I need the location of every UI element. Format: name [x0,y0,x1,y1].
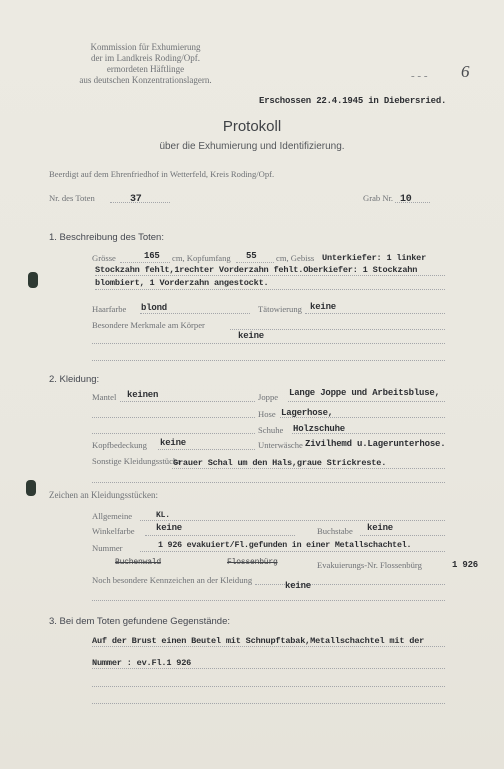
gebiss-value-2: Stockzahn fehlt,1rechter Vorderzahn fehlt.Oberkiefer: 1 Stockzahn [95,265,418,275]
hose-value: Lagerhose, [281,408,334,418]
place-date: Erschossen 22.4.1945 in Diebersried. [259,96,447,106]
section-3-line-2: Nummer : ev.Fl.1 926 [92,658,192,668]
section-1-heading: 1. Beschreibung des Toten: [49,232,164,243]
unterwaesche-label: Unterwäsche [258,440,303,450]
hose-label: Hose [258,409,276,419]
kopfumfang-value: 55 [246,251,257,261]
sonstige-value: Grauer Schal um den Hals,graue Strickreste. [173,458,387,468]
nummer-label: Nummer [92,543,123,553]
allgemeine-label: Allgemeine [92,511,133,521]
punch-hole-top [28,272,38,288]
section-3-line-1: Auf der Brust einen Beutel mit Schnupftabak,Metallschachtel mit der [92,636,425,646]
marks-heading: Zeichen an Kleidungsstücken: [49,490,158,500]
noch-label: Noch besondere Kennzeichen an der Kleidung [92,575,253,585]
buchenwald-label: Buchenwald [115,558,162,567]
mantel-value: keinen [127,390,159,400]
cm-gebiss-label: cm, Gebiss [276,253,315,263]
section-2-heading: 2. Kleidung: [49,374,100,385]
stamp-dashes: - - - [411,70,428,82]
commission-header [58,42,233,86]
winkelfarbe-value: keine [156,523,183,533]
punch-hole-bottom [26,480,36,496]
kopfbedeckung-label: Kopfbedeckung [92,440,147,450]
haarfarbe-label: Haarfarbe [92,304,127,314]
evakuierung-value: 1 926 [452,560,479,570]
evakuierung-label: Evakuierungs-Nr. Flossenbürg [317,560,422,570]
commission-line-3: ermordeten Häftlinge [106,64,185,74]
page-number: 6 [461,62,470,81]
groesse-value: 165 [144,251,160,261]
burial-line: Beerdigt auf dem Ehrenfriedhof in Wetterfeld, Kreis Roding/Opf. [49,169,275,179]
buchstabe-label: Buchstabe [317,526,353,536]
grave-number-label: Grab Nr. [363,193,394,203]
haarfarbe-value: blond [141,303,168,313]
taetowierung-value: keine [310,302,337,312]
dead-number-label: Nr. des Toten [49,193,95,203]
taetowierung-label: Tätowierung [258,304,302,314]
merkmale-value: keine [238,331,265,341]
document-subtitle: über die Exhumierung und Identifizierung. [159,141,345,152]
unterwaesche-value: Zivilhemd u.Lagerunterhose. [305,439,446,449]
joppe-value: Lange Joppe und Arbeitsbluse, [289,388,440,398]
joppe-label: Joppe [258,392,279,402]
schuhe-value: Holzschuhe [293,424,346,434]
winkelfarbe-label: Winkelfarbe [92,526,135,536]
noch-value: keine [285,581,312,591]
buchstabe-value: keine [367,523,394,533]
sonstige-label: Sonstige Kleidungsstücke [92,456,182,466]
document-title: Protokoll [222,118,282,135]
grave-number-value: 10 [400,194,412,205]
nummer-value: 1 926 evakuiert/Fl.gefunden in einer Metallschachtel. [158,541,412,550]
gebiss-value-3: blombiert, 1 Vorderzahn angestockt. [95,278,269,288]
dead-number-value: 37 [130,194,142,205]
flossenbuerg-label: Flossenbürg [227,558,278,567]
gebiss-value-1: Unterkiefer: 1 linker [322,253,427,263]
kopfbedeckung-value: keine [160,438,187,448]
commission-line-4: aus deutschen Konzentrationslagern. [79,75,212,85]
mantel-label: Mantel [92,392,117,402]
commission-line-2: der im Landkreis Roding/Opf. [91,53,200,63]
section-3-heading: 3. Bei dem Toten gefundene Gegenstände: [49,616,230,627]
allgemeine-value: KL. [156,511,170,520]
schuhe-label: Schuhe [258,425,284,435]
commission-line-1: Kommission für Exhumierung [90,42,201,52]
cm-kopfumfang-label: cm, Kopfumfang [172,253,231,263]
groesse-label: Grösse [92,253,116,263]
merkmale-label: Besondere Merkmale am Körper [92,320,205,330]
